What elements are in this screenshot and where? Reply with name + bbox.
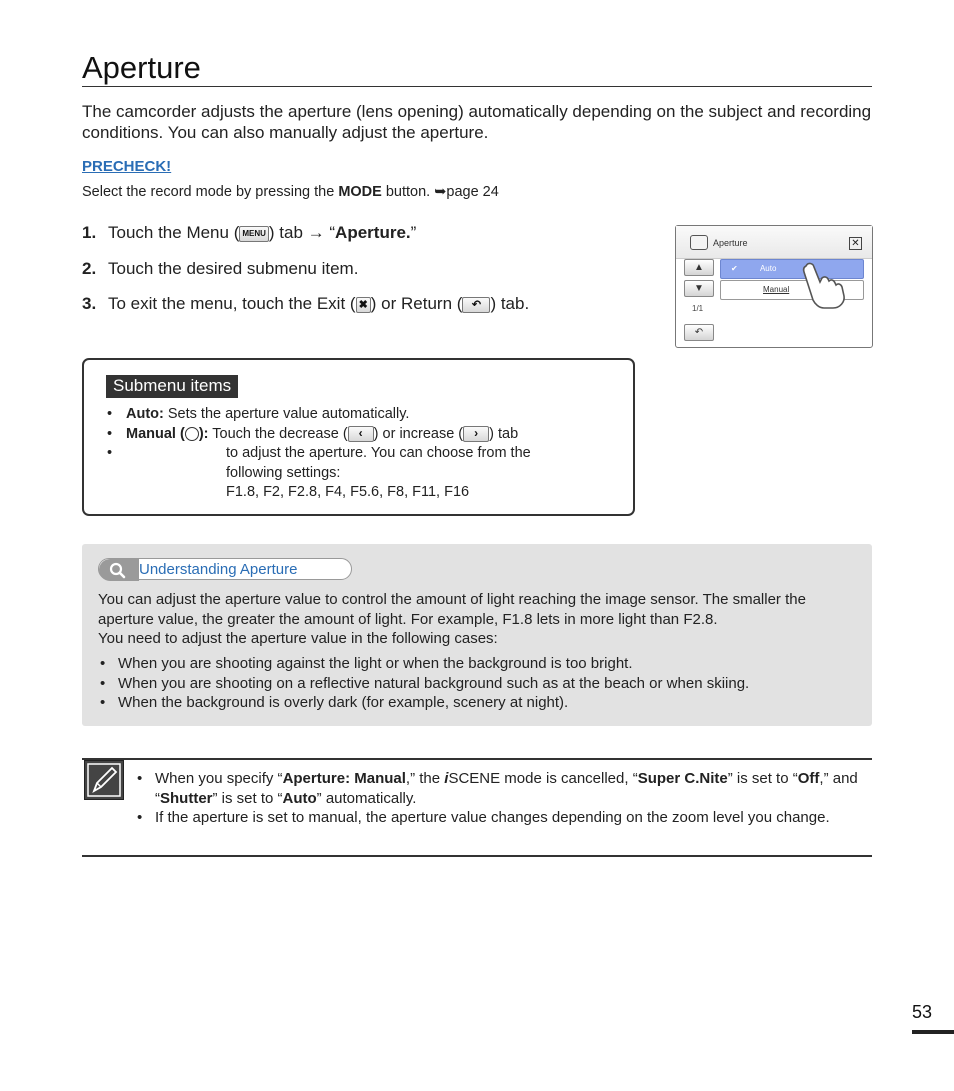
manual-text: Touch the decrease (: [208, 425, 348, 442]
list-item: [135, 769, 860, 808]
step-number: 2.: [82, 259, 97, 278]
page-number: 53: [912, 1002, 933, 1022]
touch-hand-icon: [798, 260, 848, 310]
list-item: • When you are shooting against the light or when the background is too bright.: [98, 654, 858, 674]
note-bold: Super C.Nite: [637, 770, 728, 787]
step-text: Touch the Menu (: [108, 223, 240, 242]
smart-auto-icon: i: [444, 770, 449, 787]
precheck-text-b: button.: [381, 184, 435, 200]
return-icon: ↶: [462, 297, 490, 313]
note-text: When you specify “: [155, 770, 283, 787]
list-item: [104, 425, 614, 445]
list-item: • When you are shooting on a reflective natural background such as at the beach or when skiing.: [98, 674, 858, 694]
understanding-box: [82, 544, 872, 726]
note-bold: Aperture: Manual: [282, 770, 406, 787]
check-icon: ✔: [731, 264, 738, 273]
list-item: • When the background is overly dark (for example, scenery at night).: [98, 693, 858, 713]
submenu-label: Submenu items: [106, 375, 238, 398]
note-list: [135, 769, 860, 828]
note-bold: Auto: [282, 789, 317, 807]
submenu-list: [104, 405, 614, 503]
page-indicator: 1/1: [692, 304, 704, 313]
note-text: ” automatically.: [316, 789, 417, 807]
note-bold: Shutter: [160, 789, 213, 807]
note-pencil-icon: [84, 760, 124, 800]
decrease-icon: ‹: [348, 426, 374, 442]
page-title: Aperture: [82, 50, 201, 85]
note-bottom-rule: [82, 855, 872, 857]
note-text: ,” and “: [155, 770, 858, 807]
camera-mode-icon: [690, 235, 708, 250]
manual-text: ) or increase (: [373, 425, 464, 442]
mode-word: MODE: [338, 184, 382, 200]
precheck-text: [82, 184, 499, 200]
manual-aperture-icon: [185, 427, 199, 441]
manual-label-end: ):: [198, 425, 209, 442]
exit-icon: ✖: [356, 297, 371, 313]
manual-settings: F1.8, F2, F2.8, F4, F5.6, F8, F11, F16: [226, 484, 470, 500]
screen-title: Aperture: [713, 238, 748, 248]
step-number: 3.: [82, 294, 97, 313]
manual-label: Manual (: [126, 425, 185, 442]
magnifier-icon: [99, 559, 139, 581]
step-bold: Aperture.: [335, 223, 411, 242]
submenu-items-box: [82, 358, 635, 516]
understanding-list: [98, 654, 858, 713]
manual-line: following settings:: [226, 464, 341, 481]
paragraph-line: You need to adjust the aperture value in the following cases:: [98, 630, 498, 647]
page-number-rule: [912, 1030, 954, 1034]
step-text: ) tab.: [490, 294, 530, 313]
note-text: SCENE mode is cancelled, “: [448, 770, 638, 787]
precheck-label: PRECHECK!: [82, 158, 172, 175]
auto-label: Auto:: [126, 406, 164, 422]
step-text: ) or Return (: [370, 294, 463, 313]
scroll-down-button[interactable]: ▼: [684, 280, 714, 297]
menu-item-label: Auto: [759, 264, 777, 273]
menu-screen-illustration: [675, 225, 873, 348]
understanding-label: Understanding Aperture: [139, 561, 298, 578]
manual-text: ) tab: [489, 425, 519, 442]
auto-text: Sets the aperture value automatically.: [163, 406, 410, 422]
list-item: • If the aperture is set to manual, the aperture value changes depending on the zoom level you change.: [135, 808, 860, 828]
understanding-paragraph: [98, 590, 858, 649]
return-button[interactable]: ↶: [684, 324, 714, 341]
close-icon[interactable]: ✕: [849, 237, 862, 250]
step-1: [82, 223, 416, 243]
note-text: ,” the: [405, 770, 445, 787]
step-text: ”: [410, 223, 417, 242]
step-text: Touch the desired submenu item.: [108, 259, 359, 278]
increase-icon: ›: [463, 426, 489, 442]
menu-tab-icon: MENU: [239, 226, 269, 242]
paragraph-line: You can adjust the aperture value to control the amount of light reaching the image sensor. The smaller the aperture value, the greater the amount of light. For example, F1.8 lets in more light than F2.8.: [98, 591, 806, 628]
step-2: [82, 259, 358, 279]
precheck-text-a: Select the record mode by pressing the: [82, 184, 339, 200]
list-item: [104, 405, 614, 425]
understanding-heading: [98, 558, 352, 580]
note-bold: Off: [797, 770, 820, 787]
title-rule: [82, 86, 872, 87]
note-text: ” is set to “: [212, 789, 283, 807]
step-number: 1.: [82, 223, 97, 242]
note-top-rule: [82, 758, 872, 760]
page-ref-arrow-icon: ➥: [434, 184, 447, 200]
scroll-up-button[interactable]: ▲: [684, 259, 714, 276]
manual-line: • to adjust the aperture. You can choose from the: [104, 444, 614, 464]
page-ref: page 24: [446, 184, 499, 200]
step-text: To exit the menu, touch the Exit (: [108, 294, 356, 313]
step-text: ) tab → “: [268, 223, 336, 242]
note-text: ” is set to “: [727, 770, 798, 787]
step-3: [82, 294, 529, 314]
menu-item-label: Manual: [763, 285, 790, 294]
intro-paragraph: The camcorder adjusts the aperture (lens opening) automatically depending on the subject and recording conditions. You can also manually adjust the aperture.: [82, 102, 872, 142]
